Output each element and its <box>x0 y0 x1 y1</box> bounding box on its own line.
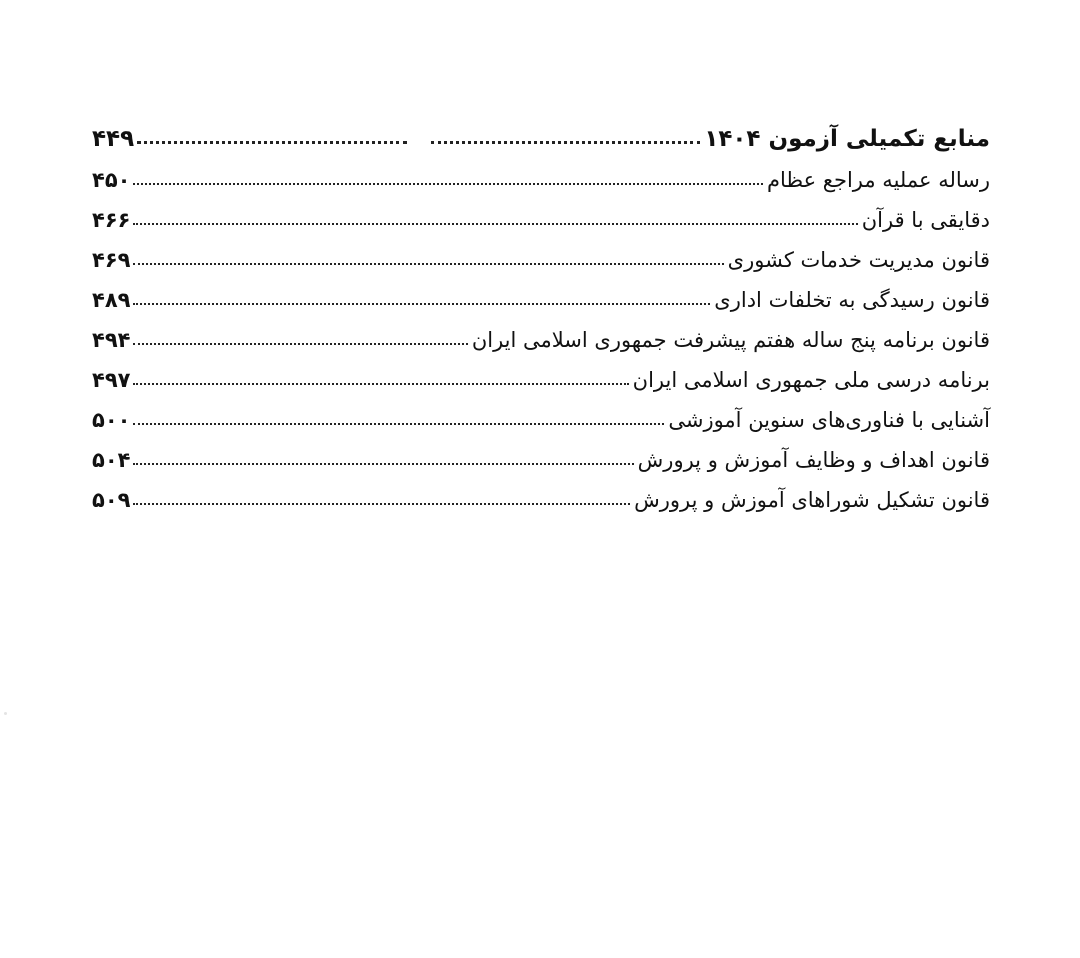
dot-leader <box>133 263 723 265</box>
toc-entry-title: قانون رسیدگی به تخلفات اداری <box>714 287 990 312</box>
toc-entry-title: قانون اهداف و وظایف آموزش و پرورش <box>637 447 990 472</box>
toc-heading-page-number: ۴۴۹ <box>92 125 135 152</box>
toc-entry[interactable] <box>92 232 990 272</box>
toc-entry-title: قانون مدیریت خدمات کشوری <box>727 247 990 272</box>
dot-leader <box>431 141 701 144</box>
dot-leader <box>133 383 628 385</box>
toc-entry[interactable] <box>92 472 990 512</box>
toc-entry-title: آشنایی با فناوری‌های سنوین آموزشی <box>668 407 990 432</box>
toc-entry[interactable] <box>92 352 990 392</box>
toc-entry-title: رساله عملیه مراجع عظام <box>766 167 990 192</box>
table-of-contents <box>92 108 990 512</box>
dot-leader <box>133 303 710 305</box>
toc-entry[interactable] <box>92 272 990 312</box>
toc-heading-title: منابع تکمیلی آزمون ۱۴۰۴ <box>704 125 990 152</box>
toc-entry-page-number: ۴۹۴ <box>92 327 131 352</box>
toc-entry-title: قانون برنامه پنج ساله هفتم پیشرفت جمهوری اسلامی ایران <box>471 327 990 352</box>
toc-entry-title: دقایقی با قرآن <box>861 207 990 232</box>
toc-entry-title: قانون تشکیل شوراهای آموزش و پرورش <box>634 487 990 512</box>
dot-leader <box>133 343 467 345</box>
dot-leader <box>133 503 630 505</box>
toc-section-heading[interactable] <box>92 108 990 152</box>
toc-entry[interactable] <box>92 152 990 192</box>
toc-entry-page-number: ۵۰۴ <box>92 447 131 472</box>
toc-entry-page-number: ۴۸۹ <box>92 287 131 312</box>
toc-entry[interactable] <box>92 192 990 232</box>
toc-entry-page-number: ۴۶۹ <box>92 247 131 272</box>
toc-entry[interactable] <box>92 392 990 432</box>
toc-entry-title: برنامه درسی ملی جمهوری اسلامی ایران <box>632 367 990 392</box>
toc-entry-page-number: ۵۰۹ <box>92 487 131 512</box>
toc-entry-page-number: ۴۹۷ <box>92 367 131 392</box>
scan-speck <box>4 712 7 715</box>
toc-entry-page-number: ۴۵۰ <box>92 167 131 192</box>
dot-leader <box>137 141 407 144</box>
toc-entry[interactable] <box>92 312 990 352</box>
dot-leader <box>133 183 763 185</box>
toc-entry-page-number: ۵۰۰ <box>92 407 131 432</box>
dot-leader <box>133 223 857 225</box>
dot-leader <box>133 423 664 425</box>
toc-entry[interactable] <box>92 432 990 472</box>
toc-entry-page-number: ۴۶۶ <box>92 207 131 232</box>
dot-leader <box>133 463 633 465</box>
